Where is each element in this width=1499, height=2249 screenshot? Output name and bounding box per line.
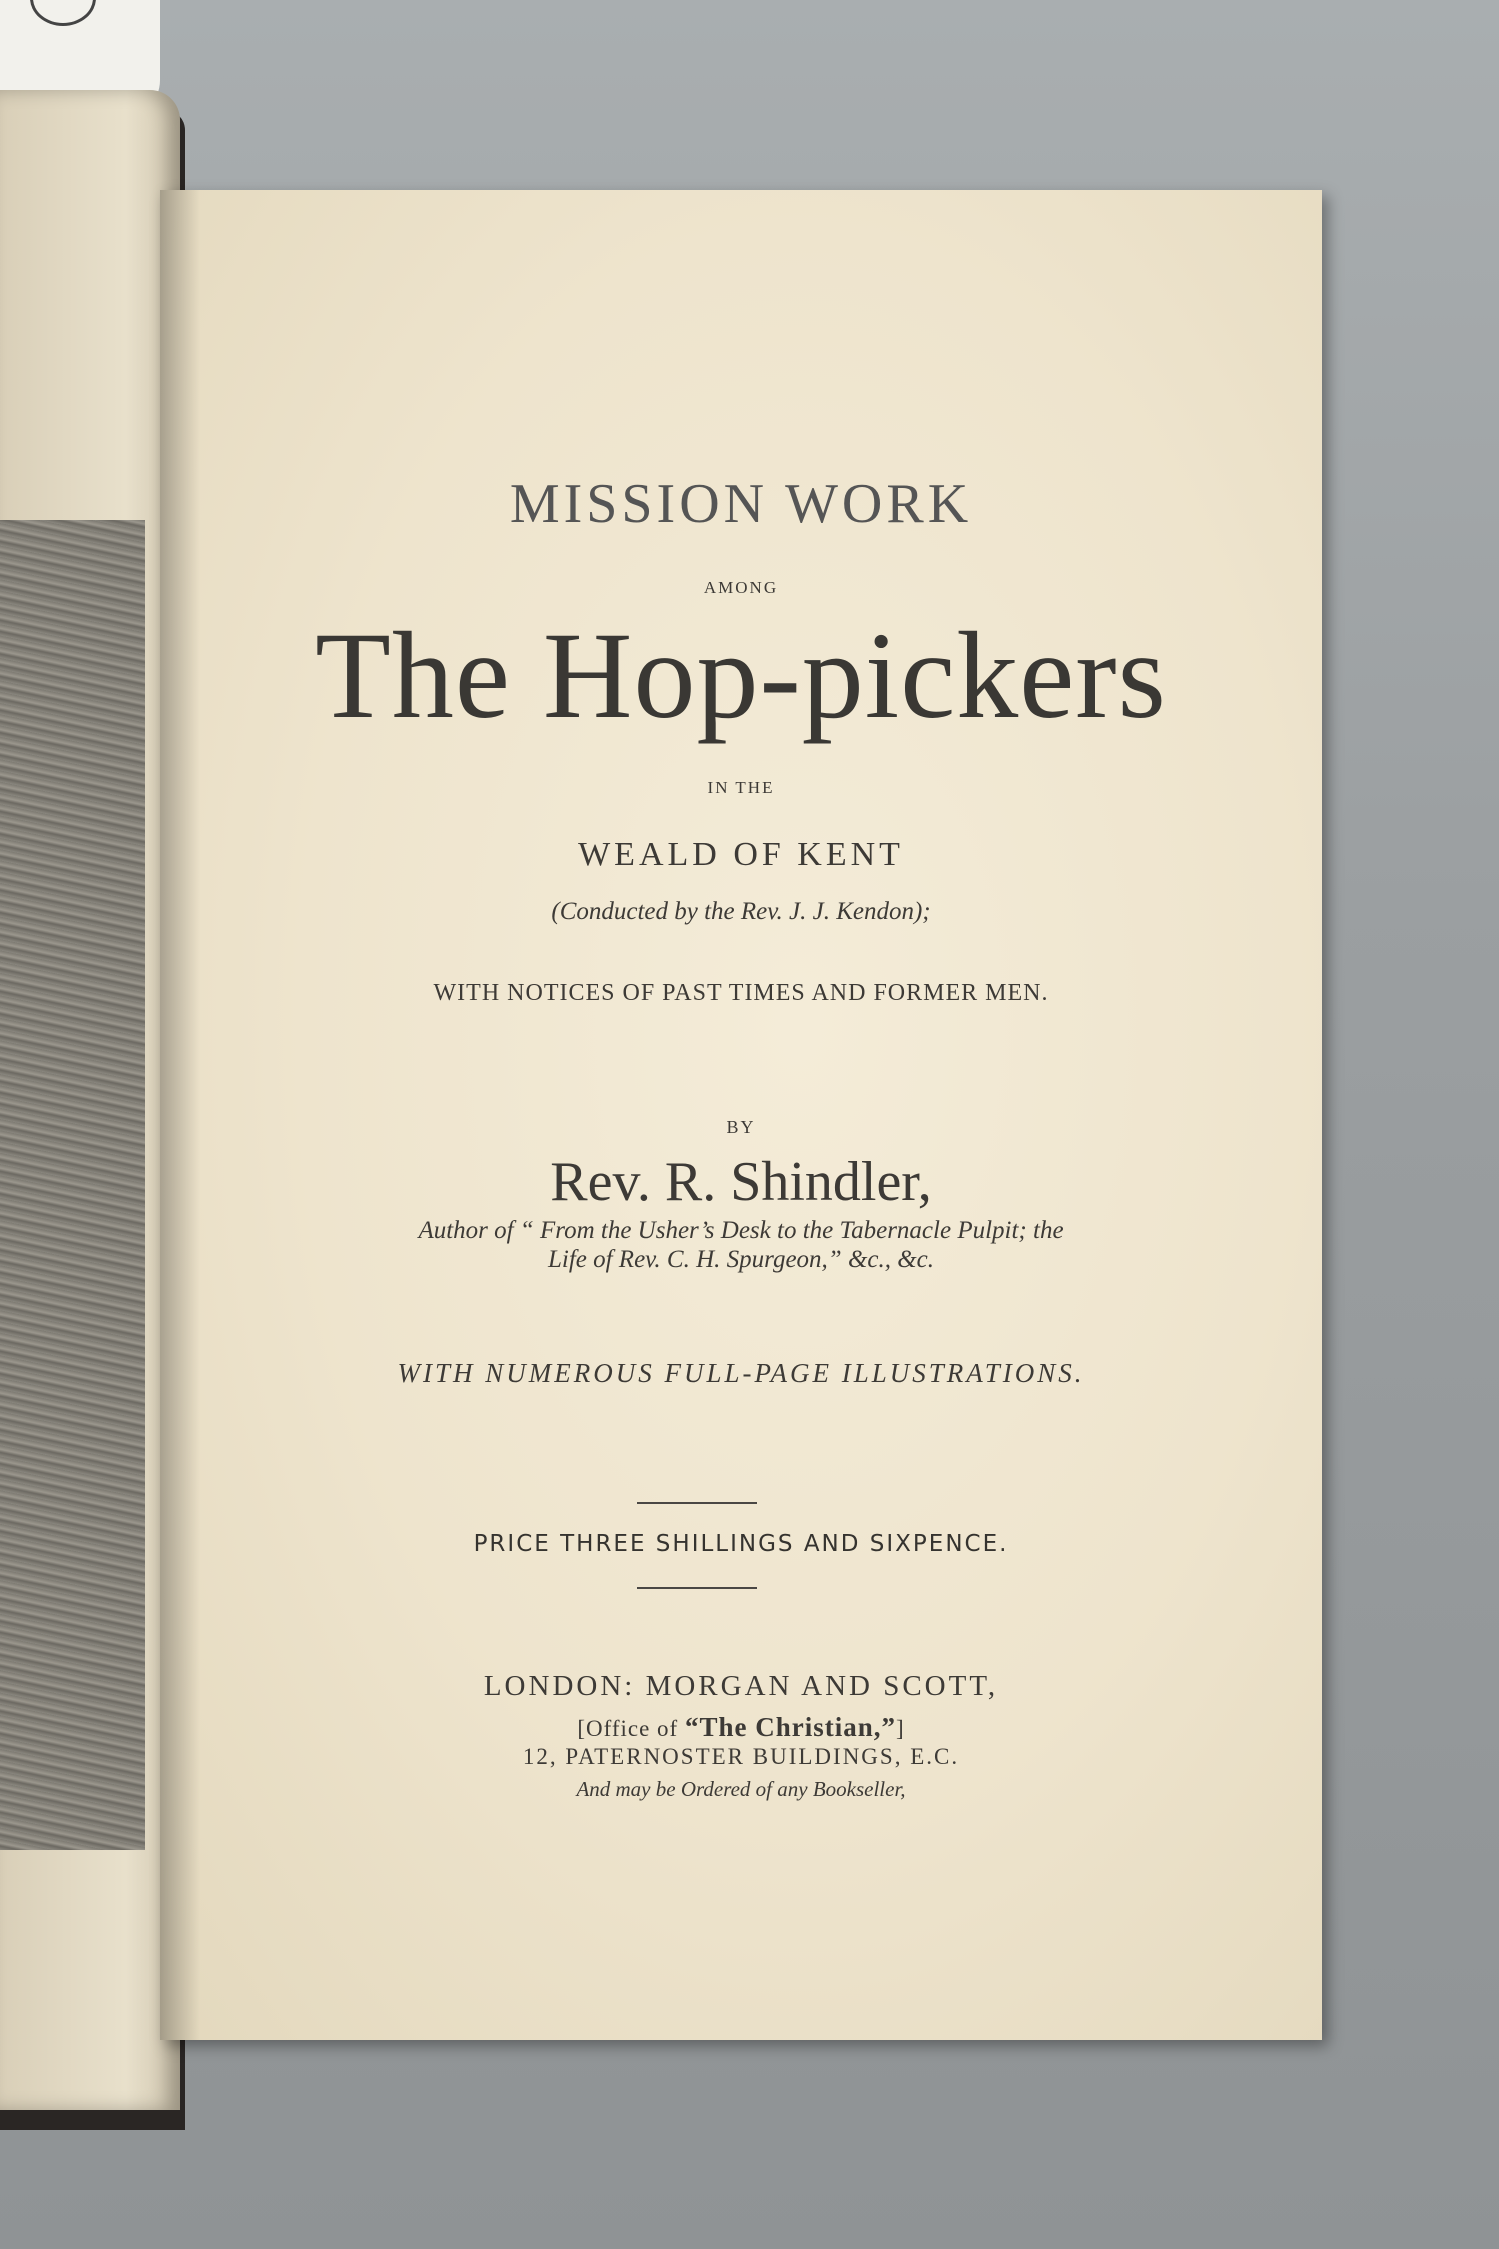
- ordered-line: And may be Ordered of any Bookseller,: [576, 1777, 906, 1801]
- price-text: PRICE THREE SHILLINGS AND SIXPENCE.: [473, 1531, 1009, 1557]
- office-line: [160, 1712, 1322, 1743]
- in-the-text: IN THE: [707, 778, 775, 797]
- publisher-line: LONDON: MORGAN AND SCOTT,: [483, 1670, 999, 1702]
- among-text: AMONG: [703, 578, 779, 597]
- heading-mission-work: MISSION WORK: [509, 473, 973, 535]
- author-credits-line1: Author of “ From the Usher’s Desk to the Tabernacle Pulpit; the: [418, 1217, 1064, 1244]
- author-name: Rev. R. Shindler,: [550, 1151, 932, 1213]
- office-suffix: ]: [896, 1716, 905, 1741]
- address-line: 12, PATERNOSTER BUILDINGS, E.C.: [522, 1744, 960, 1769]
- conducted-text: (Conducted by the Rev. J. J. Kendon);: [551, 898, 931, 925]
- ink-mark: [30, 0, 96, 26]
- by-text: BY: [726, 1117, 756, 1137]
- office-prefix: [Office of: [577, 1716, 685, 1741]
- rule-top: [637, 1502, 757, 1504]
- office-brand: “The Christian,”: [684, 1712, 896, 1742]
- book-title: The Hop-pickers: [315, 607, 1167, 744]
- left-page: [0, 90, 180, 2110]
- author-credits-line2: Life of Rev. C. H. Spurgeon,” &c., &c.: [547, 1246, 935, 1273]
- frontispiece-illustration: [0, 520, 145, 1850]
- illustrations-note: WITH NUMEROUS FULL-PAGE ILLUSTRATIONS.: [397, 1358, 1085, 1388]
- rule-bottom: [637, 1587, 757, 1589]
- notices-text: WITH NOTICES OF PAST TIMES AND FORMER MEN.: [433, 980, 1049, 1006]
- place-text: WEALD OF KENT: [578, 836, 904, 873]
